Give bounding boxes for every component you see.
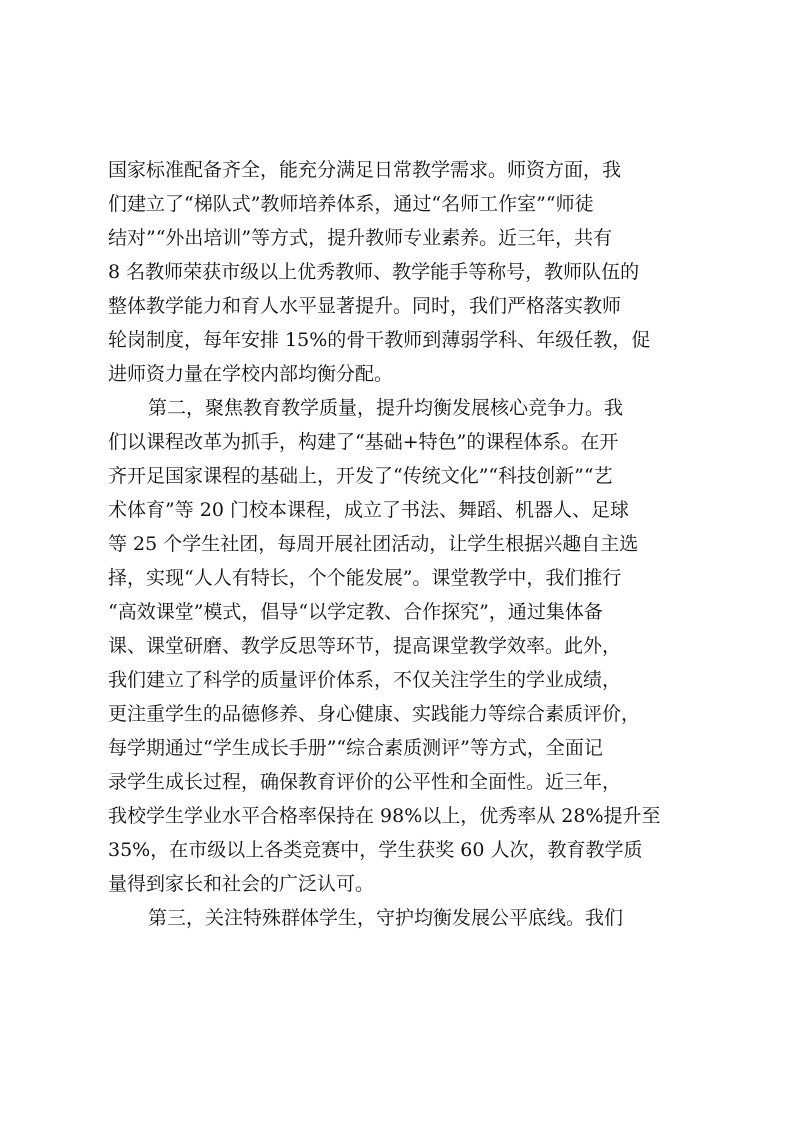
- text-line: 录学生成长过程，确保教育评价的公平性和全面性。近三年，: [108, 771, 622, 793]
- text-line: 国家标准配备齐全，能充分满足日常教学需求。师资方面，我: [108, 159, 622, 181]
- text-line: 每学期通过“学生成长手册”“综合素质测评”等方式，全面记: [108, 737, 603, 759]
- paragraph-first-line: 第二，聚焦教育教学质量，提升均衡发展核心竞争力。我: [148, 397, 624, 419]
- text-line: 进师资力量在学校内部均衡分配。: [108, 363, 394, 385]
- text-line: 更注重学生的品德修养、身心健康、实践能力等综合素质评价，: [108, 703, 641, 725]
- text-line: 8 名教师荣获市级以上优秀教师、教学能手等称号，教师队伍的: [108, 261, 640, 283]
- text-line: 我校学生学业水平合格率保持在 98%以上，优秀率从 28%提升至: [108, 805, 661, 827]
- text-line: 我们建立了科学的质量评价体系，不仅关注学生的学业成绩，: [108, 669, 622, 691]
- text-line: 术体育”等 20 门校本课程，成立了书法、舞蹈、机器人、足球: [108, 499, 629, 521]
- paragraph-first-line: 第三，关注特殊群体学生，守护均衡发展公平底线。我们: [148, 907, 624, 929]
- text-line: 择，实现“人人有特长，个个能发展”。课堂教学中，我们推行: [108, 567, 622, 589]
- text-line: “高效课堂”模式，倡导“以学定教、合作探究”，通过集体备: [108, 601, 603, 623]
- text-line: 等 25 个学生社团，每周开展社团活动，让学生根据兴趣自主选: [108, 533, 639, 555]
- text-line: 量得到家长和社会的广泛认可。: [108, 873, 375, 895]
- text-line: 齐开足国家课程的基础上，开发了“传统文化”“科技创新”“艺: [108, 465, 613, 487]
- text-line: 35%，在市级以上各类竞赛中，学生获奖 60 人次，教育教学质: [108, 839, 643, 861]
- text-line: 结对”“外出培训”等方式，提升教师专业素养。近三年，共有: [108, 227, 613, 249]
- text-line: 整体教学能力和育人水平显著提升。同时，我们严格落实教师: [108, 295, 622, 317]
- text-line: 们建立了“梯队式”教师培养体系，通过“名师工作室”“师徒: [108, 193, 594, 215]
- text-line: 轮岗制度，每年安排 15%的骨干教师到薄弱学科、年级任教，促: [108, 329, 651, 351]
- text-line: 们以课程改革为抓手，构建了“基础+特色”的课程体系。在开: [108, 431, 619, 453]
- text-line: 课、课堂研磨、教学反思等环节，提高课堂教学效率。此外，: [108, 635, 622, 657]
